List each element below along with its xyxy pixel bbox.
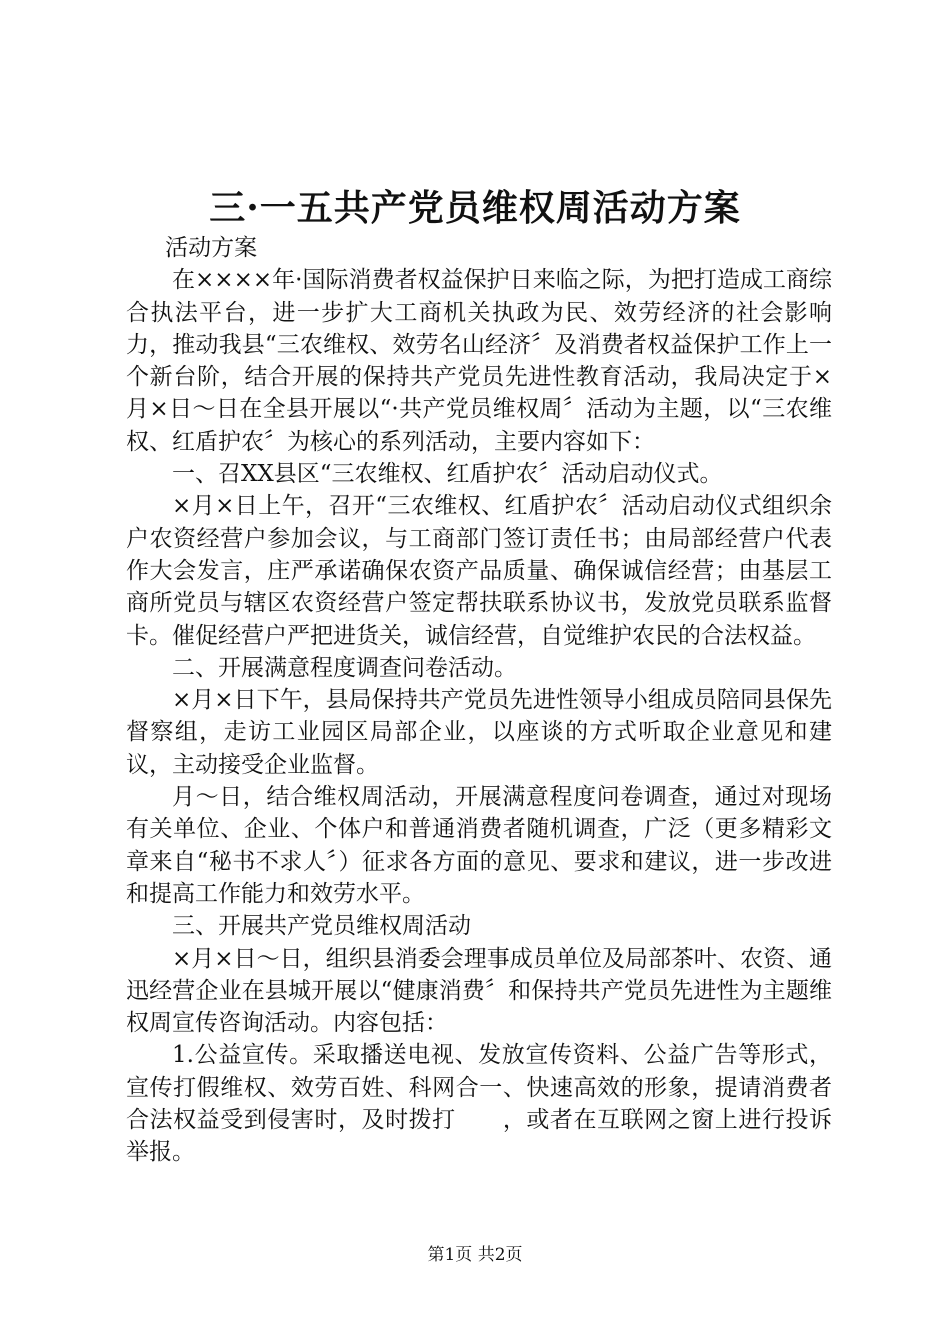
- paragraph: ×月×日上午，召开“三农维权、红盾护农〞活动启动仪式组织余户农资经营户参加会议，与工商部门签订责任书；由局部经营户代表作大会发言，庄严承诺确保农资产品质量、确保诚信经营；由基层工商所党员与辖区农资经营户签定帮扶联系协议书，发放党员联系监督卡。催促经营户严把进货关，诚信经营，自觉维护农民的合法权益。: [126, 493, 832, 649]
- paragraph-label: 活动方案: [165, 235, 258, 261]
- section-heading-3: 三、开展共产党员维权周活动: [172, 913, 471, 940]
- list-item: 1.公益宣传。采取播送电视、发放宣传资料、公益广告等形式，宣传打假维权、效劳百姓、科网合一、快速高效的形象，提请消费者合法权益受到侵害时，及时拨打 ，或者在互联网之窗上进行投诉举报。: [126, 1042, 832, 1166]
- document-body: [126, 232, 832, 1169]
- paragraph-intro: 在××××年·国际消费者权益保护日来临之际，为把打造成工商综合执法平台，进一步扩大工商机关执政为民、效劳经济的社会影响力，推动我县“三农维权、效劳名山经济〞及消费者权益保护工作上一个新台阶，结合开展的保持共产党员先进性教育活动，我局决定于×月×日～日在全县开展以“·共产党员维权周〞活动为主题，以“三农维权、红盾护农〞为核心的系列活动，主要内容如下：: [126, 267, 832, 455]
- paragraph: 月～日，结合维权周活动，开展满意程度问卷调查，通过对现场有关单位、企业、个体户和普通消费者随机调查，广泛（更多精彩文章来自“秘书不求人〞）征求各方面的意见、要求和建议，进一步改进和提高工作能力和效劳水平。: [126, 784, 832, 907]
- page-number: 第1页 共2页: [427, 1245, 523, 1265]
- document-title: 三·一五共产党员维权周活动方案: [209, 187, 741, 229]
- paragraph: ×月×日～日，组织县消委会理事成员单位及局部茶叶、农资、通迅经营企业在县城开展以“健康消费〞和保持共产党员先进性为主题维权周宣传咨询活动。内容包括：: [126, 945, 832, 1037]
- section-heading-1: 一、召XX县区“三农维权、红盾护农〞活动启动仪式。: [172, 461, 723, 488]
- section-heading-2: 二、开展满意程度调查问卷活动。: [172, 654, 517, 681]
- paragraph: ×月×日下午，县局保持共产党员先进性领导小组成员陪同县保先督察组，走访工业园区局部企业，以座谈的方式听取企业意见和建议，主动接受企业监督。: [126, 687, 832, 778]
